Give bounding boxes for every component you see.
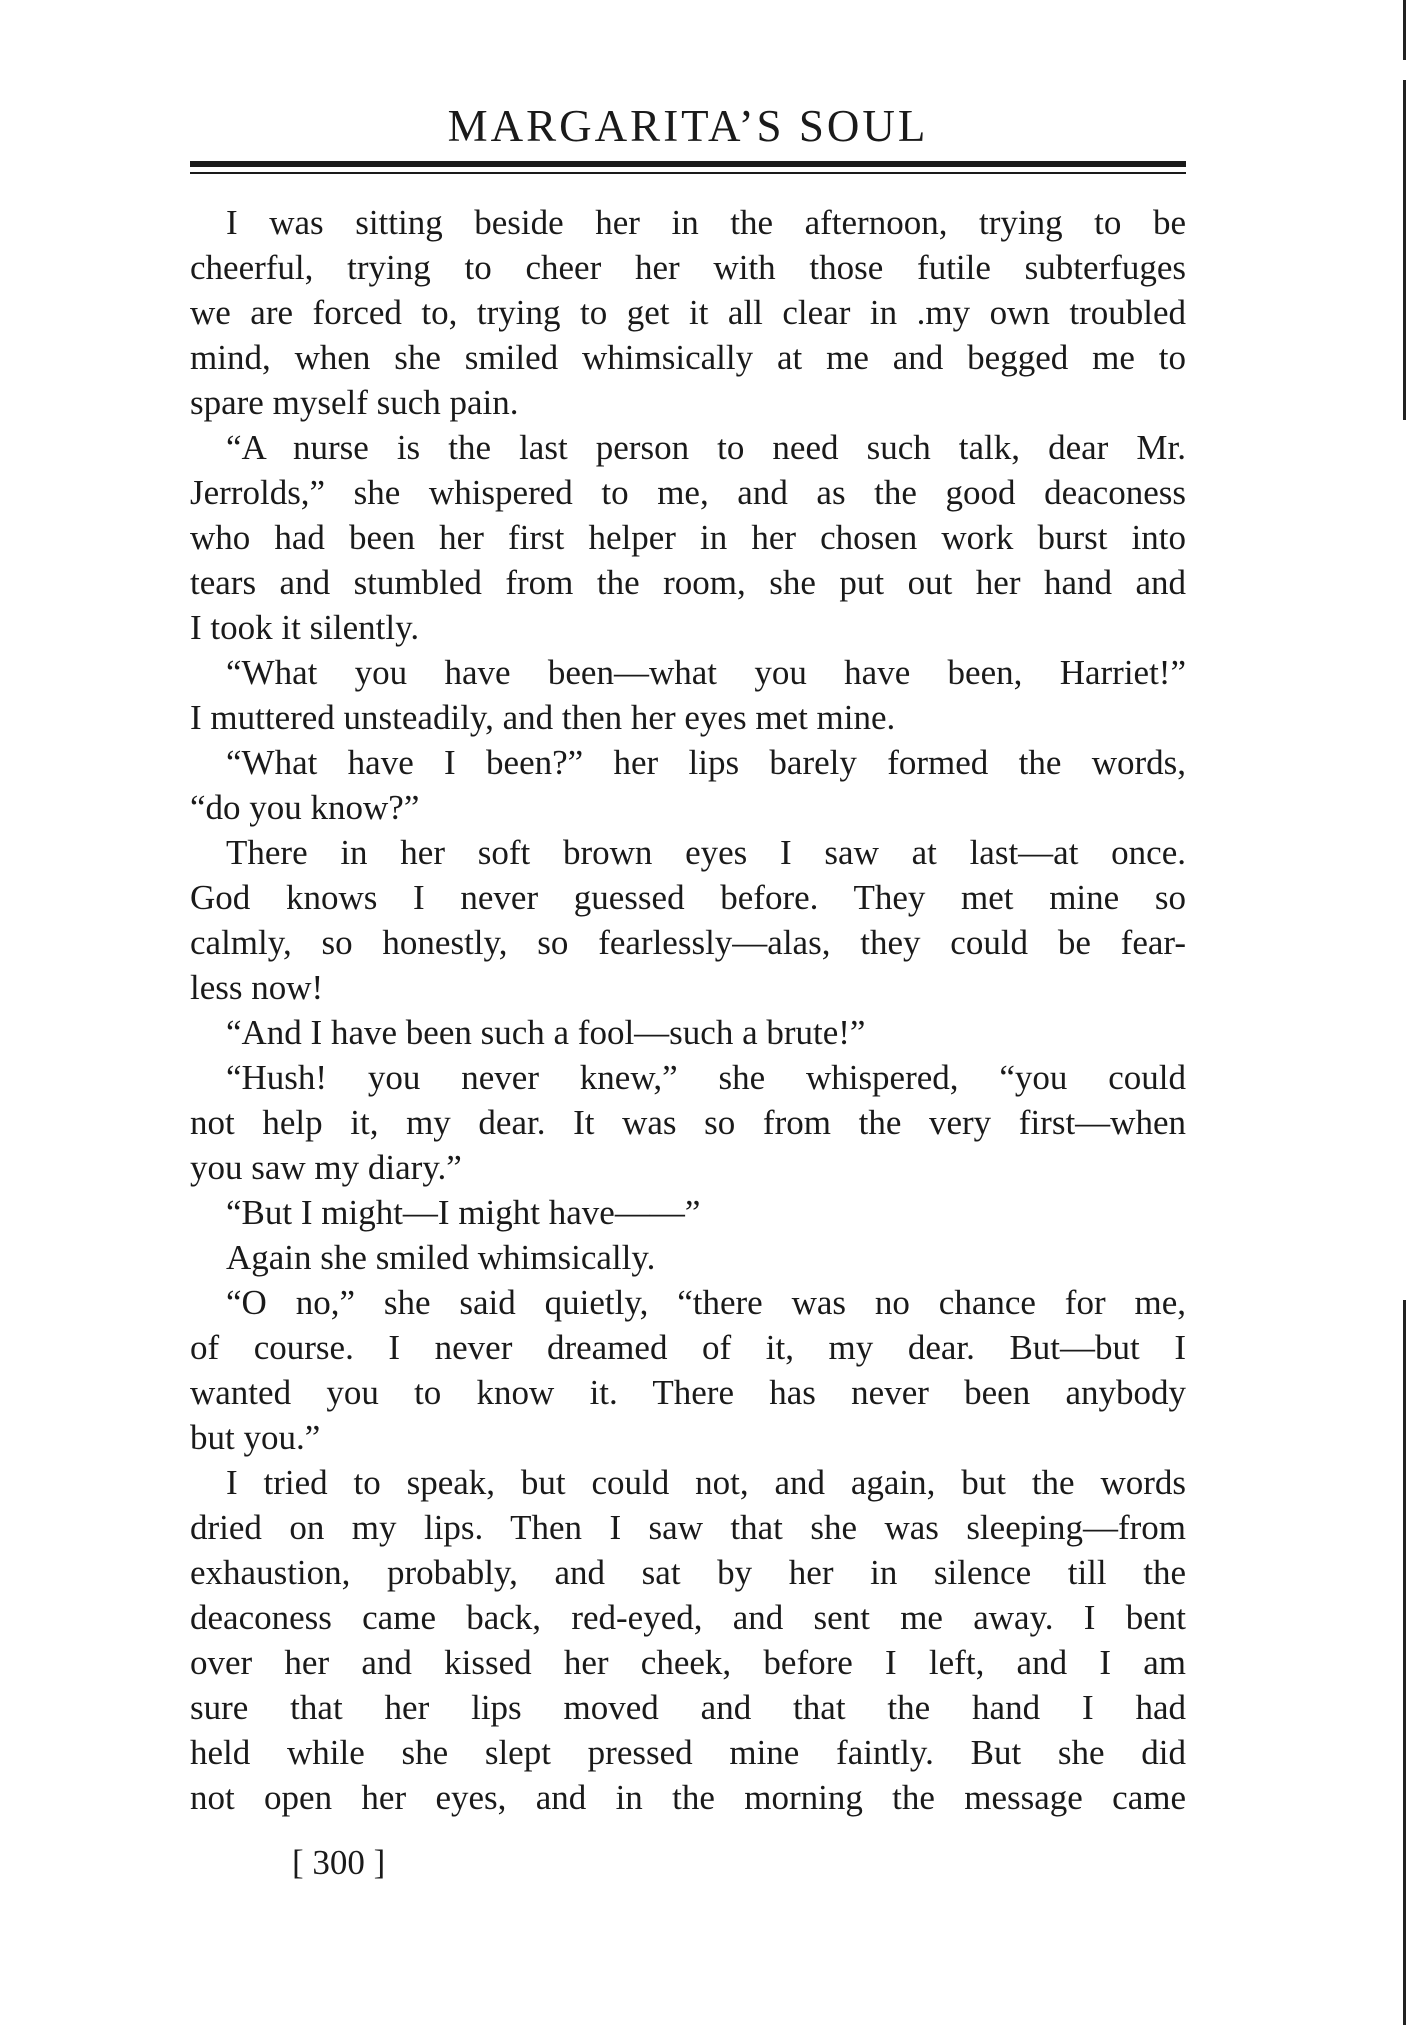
text-line: you saw my diary.” [190,1148,462,1187]
text-line: over her and kissed her cheek, before I left, and I am [190,1643,1186,1682]
text-line: “Hush! you never knew,” she whispered, “you could [226,1058,1186,1097]
text-line: “A nurse is the last person to need such talk, dear Mr. [226,428,1186,467]
text-line: who had been her first helper in her chosen work burst into [190,518,1186,557]
text-line: exhaustion, probably, and sat by her in silence till the [190,1553,1186,1592]
running-title: MARGARITA’S SOUL [447,101,929,151]
page-edge-mark [1403,0,1406,60]
text-line: cheerful, trying to cheer her with those futile subterfuges [190,248,1186,287]
text-line: “O no,” she said quietly, “there was no chance for me, [226,1283,1186,1322]
text-line: not open her eyes, and in the morning the message came [190,1778,1186,1817]
text-line: I was sitting beside her in the afternoon, trying to be [226,203,1186,242]
text-line: “What you have been—what you have been, Harriet!” [226,653,1186,692]
text-line: calmly, so honestly, so fearlessly—alas, they could be fear- [190,923,1186,962]
text-line: less now! [190,968,324,1007]
text-line: There in her soft brown eyes I saw at last—at once. [226,833,1186,872]
text-line: “And I have been such a fool—such a brute!” [226,1013,866,1052]
text-line: sure that her lips moved and that the hand I had [190,1688,1186,1727]
text-line: God knows I never guessed before. They met mine so [190,878,1186,917]
text-line: of course. I never dreamed of it, my dear. But—but I [190,1328,1186,1367]
text-line: held while she slept pressed mine faintly. But she did [190,1733,1186,1772]
text-line: mind, when she smiled whimsically at me and begged me to [190,338,1186,377]
header-rule-thick [190,161,1186,167]
text-line: spare myself such pain. [190,383,519,422]
text-line: I tried to speak, but could not, and again, but the words [226,1463,1186,1502]
page-edge-mark [1403,80,1406,420]
header-rule-thin [190,172,1186,174]
text-line: “do you know?” [190,788,420,827]
text-line: deaconess came back, red-eyed, and sent me away. I bent [190,1598,1186,1637]
body-text [190,200,1186,1820]
text-line: “But I might—I might have——” [226,1193,701,1232]
text-line: wanted you to know it. There has never been anybody [190,1373,1186,1412]
text-line: I muttered unsteadily, and then her eyes met mine. [190,698,896,737]
text-line: not help it, my dear. It was so from the very first—when [190,1103,1186,1142]
text-line: Again she smiled whimsically. [226,1238,656,1277]
page-number: [ 300 ] [292,1843,386,1882]
page-edge-mark [1403,1300,1406,2025]
text-line: but you.” [190,1418,321,1457]
text-line: tears and stumbled from the room, she put out her hand and [190,563,1186,602]
text-line: dried on my lips. Then I saw that she was sleeping—from [190,1508,1186,1547]
text-line: we are forced to, trying to get it all clear in .my own troubled [190,293,1186,332]
text-line: “What have I been?” her lips barely formed the words, [226,743,1186,782]
text-line: I took it silently. [190,608,420,647]
text-line: Jerrolds,” she whispered to me, and as the good deaconess [190,473,1186,512]
